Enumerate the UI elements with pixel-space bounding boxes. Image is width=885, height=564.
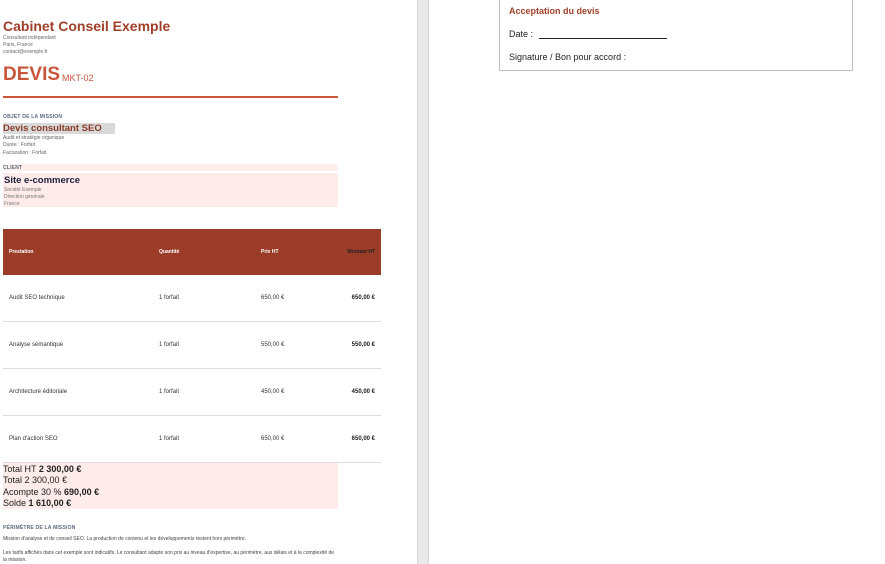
cell-prestation: Analyse sémantique (9, 342, 64, 348)
solde (3, 498, 71, 509)
total-value: 2 300,00 € (24, 475, 68, 485)
company-name: Cabinet Conseil Exemple (3, 18, 171, 34)
cell-prix: 550,00 € (261, 342, 285, 348)
cell-quantite: 1 forfait (159, 295, 180, 301)
header-prestation: Prestation (9, 249, 34, 255)
client-country: France (4, 201, 20, 207)
header-quantite: Quantité (159, 249, 180, 255)
solde-value: 1 610,00 € (28, 498, 72, 508)
title-divider (3, 96, 338, 98)
cell-montant: 650,00 € (351, 436, 375, 442)
cell-prix: 650,00 € (261, 295, 285, 301)
mission-billing: Facturation : Forfait (3, 150, 47, 156)
mission-label: OBJET DE LA MISSION (3, 114, 63, 120)
acceptance-date-label: Date : (509, 29, 534, 39)
quote-page (0, 0, 417, 564)
cell-montant: 650,00 € (351, 295, 375, 301)
table-row (3, 275, 381, 322)
header-prix: Prix HT (261, 249, 279, 255)
client-label: CLIENT (3, 165, 23, 171)
perimetre-label: PÉRIMÈTRE DE LA MISSION (3, 525, 76, 531)
document-title: DEVIS (3, 64, 61, 85)
total-ht (3, 464, 81, 475)
mission-duration: Durée : Forfait (3, 142, 35, 148)
cell-quantite: 1 forfait (159, 389, 180, 395)
items-table (3, 229, 381, 463)
cell-prix: 650,00 € (261, 436, 285, 442)
client-label-bar (3, 164, 338, 171)
solde-label: Solde (3, 498, 27, 508)
table-row (3, 322, 381, 369)
table-row (3, 369, 381, 416)
table-header (3, 229, 381, 275)
acceptance-signature-label: Signature / Bon pour accord : (509, 52, 627, 62)
total-ht-value: 2 300,00 € (38, 464, 82, 474)
mission-title: Devis consultant SEO (3, 123, 115, 134)
page-gutter (417, 0, 429, 564)
client-name: Site e-commerce (4, 175, 81, 186)
total-ht-label: Total HT (3, 464, 37, 474)
pricing-note: Les tarifs affichés dans cet exemple sont indicatifs. Le consultant adapte son prix au niveau d'expertise, au périmètre, aux délais et à la complexité de la mission. (3, 550, 335, 563)
client-box (3, 173, 338, 207)
acceptance-box (499, 0, 853, 71)
cell-prestation: Audit SEO technique (9, 295, 65, 301)
total-ttc (3, 475, 67, 486)
client-department: Direction générale (4, 194, 45, 200)
table-row (3, 416, 381, 463)
cell-prestation: Architecture éditoriale (9, 389, 68, 395)
acompte-label: Acompte 30 % (3, 487, 62, 497)
acompte (3, 487, 99, 498)
client-company: Société Exemple (4, 187, 42, 193)
company-tagline: Consultant indépendant (3, 35, 56, 41)
cell-montant: 450,00 € (351, 389, 375, 395)
totals-box (3, 463, 338, 509)
total-label: Total (3, 475, 23, 485)
document-reference: MKT-02 (62, 73, 94, 83)
date-signature-line (539, 38, 667, 39)
perimetre-text: Mission d'analyse et de conseil SEO. La production de contenu et les développements restent hors périmètre. (3, 536, 247, 542)
cell-montant: 550,00 € (351, 342, 375, 348)
acompte-value: 690,00 € (64, 487, 100, 497)
company-email: contact@exemple.fr (3, 49, 48, 55)
header-montant: Montant HT (347, 249, 375, 255)
cell-prestation: Plan d'action SEO (9, 436, 58, 442)
company-location: Paris, France (3, 42, 33, 48)
cell-quantite: 1 forfait (159, 342, 180, 348)
cell-prix: 450,00 € (261, 389, 285, 395)
acceptance-page (429, 0, 885, 564)
acceptance-title: Acceptation du devis (509, 6, 600, 16)
cell-quantite: 1 forfait (159, 436, 180, 442)
mission-description: Audit et stratégie organique (3, 135, 65, 141)
